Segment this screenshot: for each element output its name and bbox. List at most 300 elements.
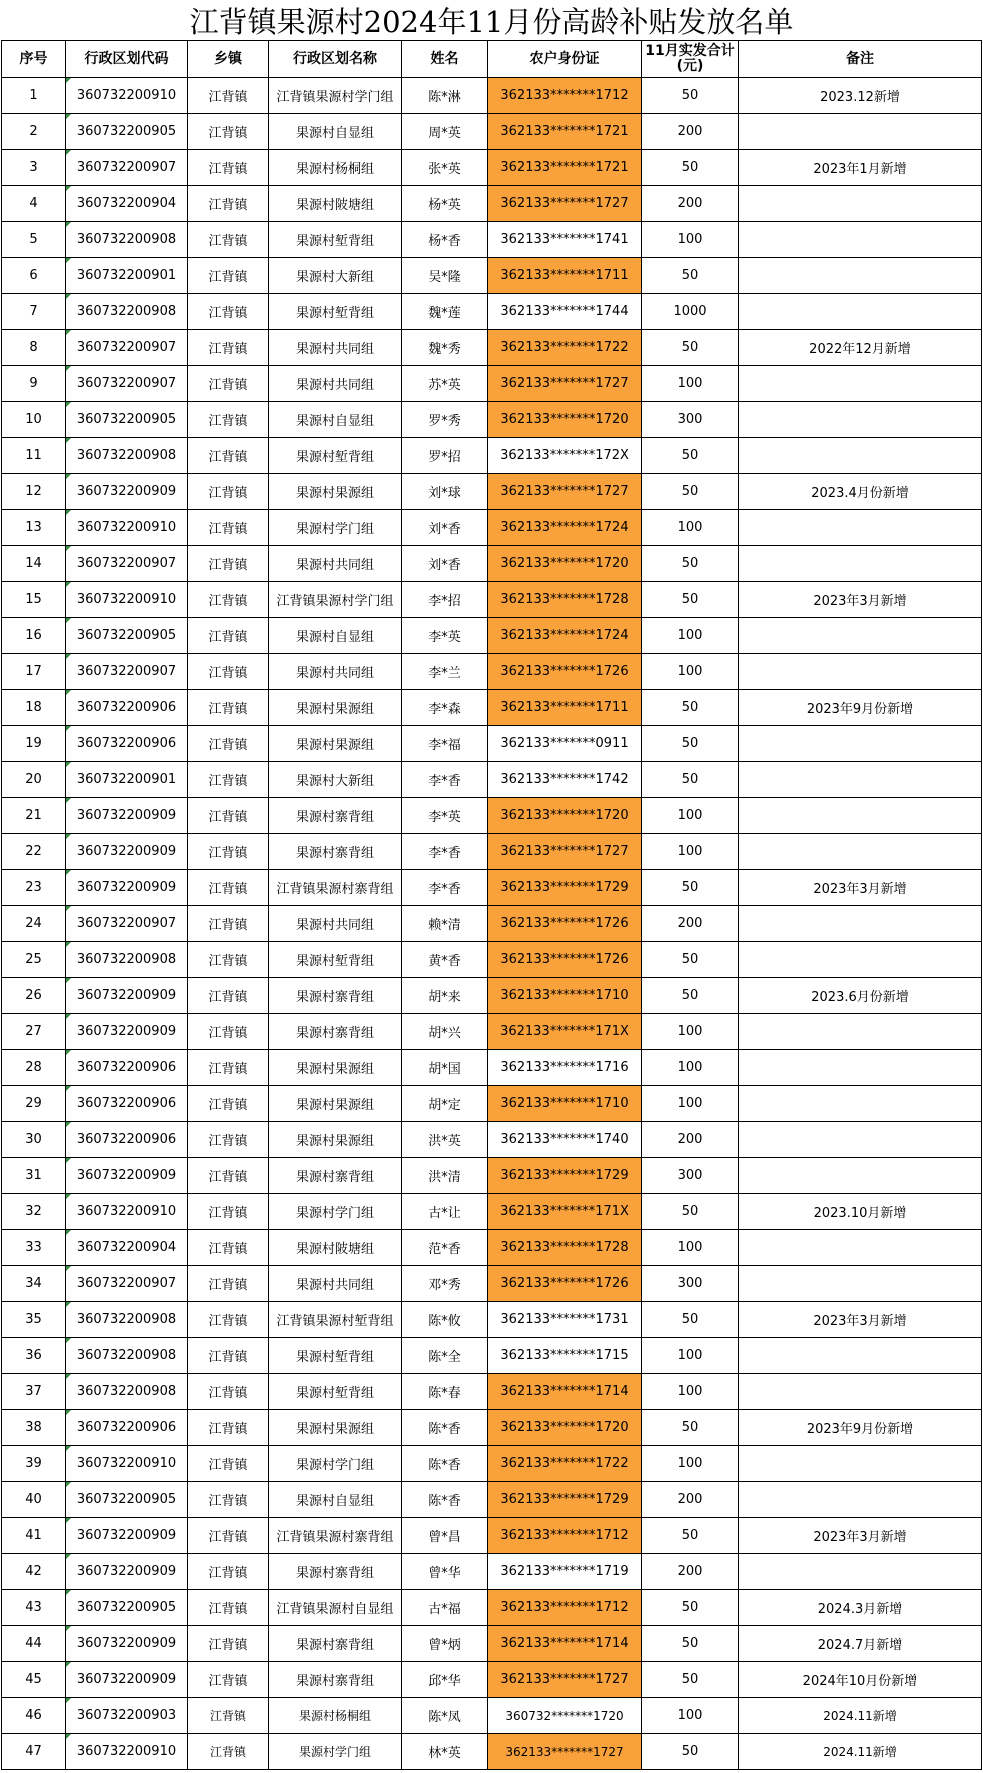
cell-id-card: 362133*******1710 (488, 1086, 642, 1122)
cell-id-card: 362133*******1727 (488, 834, 642, 870)
cell-note (739, 294, 982, 330)
cell-name: 李*福 (402, 726, 488, 762)
cell-id-card: 362133*******1744 (488, 294, 642, 330)
cell-town: 江背镇 (188, 1338, 269, 1374)
cell-index: 36 (2, 1338, 66, 1374)
cell-id-card: 362133*******1720 (488, 546, 642, 582)
table-row (2, 1482, 982, 1518)
cell-admin-code: 360732200910 (66, 1194, 188, 1230)
cell-admin-name: 果源村果源组 (269, 1086, 402, 1122)
cell-index: 37 (2, 1374, 66, 1410)
cell-amount: 50 (642, 726, 739, 762)
cell-name: 胡*来 (402, 978, 488, 1014)
cell-index: 21 (2, 798, 66, 834)
cell-id-card: 362133*******1727 (488, 186, 642, 222)
cell-amount: 100 (642, 798, 739, 834)
cell-admin-name: 江背镇果源村寨背组 (269, 1518, 402, 1554)
cell-index: 15 (2, 582, 66, 618)
cell-admin-name: 果源村寨背组 (269, 834, 402, 870)
cell-amount: 100 (642, 618, 739, 654)
cell-town: 江背镇 (188, 1230, 269, 1266)
cell-admin-name: 果源村杨桐组 (269, 150, 402, 186)
cell-name: 苏*英 (402, 366, 488, 402)
cell-note: 2024.7月新增 (739, 1626, 982, 1662)
cell-admin-name: 果源村果源组 (269, 474, 402, 510)
table-row (2, 1626, 982, 1662)
cell-admin-code: 360732200907 (66, 330, 188, 366)
cell-amount: 200 (642, 1554, 739, 1590)
cell-name: 周*英 (402, 114, 488, 150)
cell-admin-code: 360732200905 (66, 1482, 188, 1518)
cell-admin-name: 果源村寨背组 (269, 1626, 402, 1662)
cell-amount: 50 (642, 1518, 739, 1554)
cell-amount: 100 (642, 834, 739, 870)
cell-amount: 50 (642, 1662, 739, 1698)
cell-note (739, 1230, 982, 1266)
header-id-card: 农户身份证 (488, 41, 642, 78)
cell-admin-name: 果源村大新组 (269, 762, 402, 798)
table-row (2, 1338, 982, 1374)
cell-id-card: 362133*******1722 (488, 330, 642, 366)
header-row (2, 41, 982, 78)
cell-town: 江背镇 (188, 1590, 269, 1626)
cell-name: 古*福 (402, 1590, 488, 1626)
cell-town: 江背镇 (188, 1014, 269, 1050)
cell-town: 江背镇 (188, 1410, 269, 1446)
cell-note (739, 1122, 982, 1158)
cell-index: 18 (2, 690, 66, 726)
cell-amount: 50 (642, 870, 739, 906)
cell-town: 江背镇 (188, 438, 269, 474)
cell-name: 曾*昌 (402, 1518, 488, 1554)
cell-note: 2023年3月新增 (739, 1518, 982, 1554)
cell-note: 2024.11新增 (739, 1734, 982, 1770)
cell-admin-name: 果源村共同组 (269, 366, 402, 402)
table-row (2, 1446, 982, 1482)
cell-admin-code: 360732200906 (66, 1050, 188, 1086)
table-row (2, 906, 982, 942)
cell-admin-code: 360732200909 (66, 798, 188, 834)
cell-amount: 50 (642, 258, 739, 294)
cell-amount: 50 (642, 978, 739, 1014)
cell-admin-code: 360732200908 (66, 294, 188, 330)
cell-name: 赖*清 (402, 906, 488, 942)
cell-id-card: 362133*******1716 (488, 1050, 642, 1086)
table-row (2, 546, 982, 582)
cell-amount: 50 (642, 582, 739, 618)
cell-admin-name: 江背镇果源村寨背组 (269, 870, 402, 906)
cell-admin-code: 360732200905 (66, 402, 188, 438)
cell-index: 26 (2, 978, 66, 1014)
cell-admin-code: 360732200908 (66, 1374, 188, 1410)
cell-amount: 50 (642, 762, 739, 798)
cell-town: 江背镇 (188, 114, 269, 150)
header-admin-code: 行政区划代码 (66, 41, 188, 78)
cell-id-card: 362133*******1712 (488, 1518, 642, 1554)
cell-amount: 1000 (642, 294, 739, 330)
cell-id-card: 362133*******1726 (488, 942, 642, 978)
cell-admin-name: 果源村共同组 (269, 654, 402, 690)
cell-admin-name: 果源村堑背组 (269, 294, 402, 330)
cell-town: 江背镇 (188, 474, 269, 510)
cell-note (739, 546, 982, 582)
cell-id-card: 362133*******0911 (488, 726, 642, 762)
cell-id-card: 362133*******171X (488, 1194, 642, 1230)
cell-admin-code: 360732200907 (66, 1266, 188, 1302)
cell-name: 林*英 (402, 1734, 488, 1770)
cell-id-card: 362133*******1741 (488, 222, 642, 258)
table-row (2, 474, 982, 510)
cell-index: 1 (2, 78, 66, 114)
cell-amount: 50 (642, 438, 739, 474)
cell-id-card: 362133*******1711 (488, 690, 642, 726)
cell-admin-name: 果源村果源组 (269, 1122, 402, 1158)
cell-note: 2023年3月新增 (739, 1302, 982, 1338)
cell-note: 2023.12新增 (739, 78, 982, 114)
cell-id-card: 362133*******1729 (488, 1158, 642, 1194)
cell-note: 2023年9月份新增 (739, 1410, 982, 1446)
cell-amount: 50 (642, 1590, 739, 1626)
cell-admin-code: 360732200910 (66, 1446, 188, 1482)
cell-note (739, 366, 982, 402)
cell-id-card: 362133*******1722 (488, 1446, 642, 1482)
cell-amount: 100 (642, 1050, 739, 1086)
cell-id-card: 362133*******1721 (488, 114, 642, 150)
table-row (2, 1302, 982, 1338)
cell-admin-name: 果源村寨背组 (269, 1158, 402, 1194)
cell-town: 江背镇 (188, 654, 269, 690)
cell-town: 江背镇 (188, 690, 269, 726)
table-row (2, 1050, 982, 1086)
cell-admin-name: 果源村果源组 (269, 1410, 402, 1446)
cell-name: 魏*秀 (402, 330, 488, 366)
cell-index: 8 (2, 330, 66, 366)
table-row (2, 222, 982, 258)
cell-index: 31 (2, 1158, 66, 1194)
cell-index: 38 (2, 1410, 66, 1446)
cell-note (739, 222, 982, 258)
cell-note: 2023年3月新增 (739, 870, 982, 906)
cell-name: 陈*凤 (402, 1698, 488, 1734)
cell-id-card: 362133*******1729 (488, 1482, 642, 1518)
cell-admin-code: 360732200909 (66, 1662, 188, 1698)
cell-town: 江背镇 (188, 1482, 269, 1518)
subsidy-table (1, 40, 982, 1770)
cell-note (739, 1158, 982, 1194)
table-row (2, 150, 982, 186)
table-row (2, 1230, 982, 1266)
cell-index: 7 (2, 294, 66, 330)
cell-admin-name: 果源村共同组 (269, 906, 402, 942)
cell-admin-code: 360732200901 (66, 762, 188, 798)
cell-amount: 50 (642, 330, 739, 366)
cell-town: 江背镇 (188, 366, 269, 402)
cell-name: 陈*香 (402, 1482, 488, 1518)
table-body (2, 78, 982, 1770)
cell-note: 2023年9月份新增 (739, 690, 982, 726)
cell-admin-name: 果源村堑背组 (269, 1374, 402, 1410)
cell-town: 江背镇 (188, 1302, 269, 1338)
cell-town: 江背镇 (188, 942, 269, 978)
cell-admin-code: 360732200906 (66, 1410, 188, 1446)
cell-id-card: 362133*******1711 (488, 258, 642, 294)
cell-amount: 50 (642, 1194, 739, 1230)
table-row (2, 1086, 982, 1122)
cell-amount: 50 (642, 1626, 739, 1662)
cell-name: 邓*秀 (402, 1266, 488, 1302)
table-row (2, 582, 982, 618)
cell-id-card: 362133*******1710 (488, 978, 642, 1014)
cell-id-card: 362133*******1724 (488, 618, 642, 654)
cell-index: 44 (2, 1626, 66, 1662)
cell-admin-name: 果源村寨背组 (269, 1014, 402, 1050)
cell-name: 洪*英 (402, 1122, 488, 1158)
cell-town: 江背镇 (188, 1374, 269, 1410)
table-row (2, 1590, 982, 1626)
cell-admin-code: 360732200905 (66, 618, 188, 654)
table-row (2, 978, 982, 1014)
cell-amount: 100 (642, 1374, 739, 1410)
cell-id-card: 362133*******1726 (488, 1266, 642, 1302)
cell-index: 39 (2, 1446, 66, 1482)
table-row (2, 1410, 982, 1446)
cell-admin-name: 果源村共同组 (269, 546, 402, 582)
cell-index: 33 (2, 1230, 66, 1266)
cell-id-card: 362133*******1727 (488, 366, 642, 402)
cell-id-card: 362133*******1726 (488, 654, 642, 690)
cell-note (739, 906, 982, 942)
cell-note (739, 834, 982, 870)
cell-note (739, 654, 982, 690)
table-row (2, 402, 982, 438)
cell-admin-code: 360732200909 (66, 1554, 188, 1590)
cell-index: 16 (2, 618, 66, 654)
cell-id-card: 362133*******1721 (488, 150, 642, 186)
cell-admin-name: 果源村陂塘组 (269, 186, 402, 222)
cell-town: 江背镇 (188, 1158, 269, 1194)
cell-index: 46 (2, 1698, 66, 1734)
cell-name: 李*兰 (402, 654, 488, 690)
cell-admin-name: 江背镇果源村自显组 (269, 1590, 402, 1626)
cell-amount: 200 (642, 1482, 739, 1518)
cell-id-card: 362133*******1724 (488, 510, 642, 546)
cell-town: 江背镇 (188, 222, 269, 258)
cell-index: 19 (2, 726, 66, 762)
table-row (2, 294, 982, 330)
cell-index: 20 (2, 762, 66, 798)
cell-id-card: 362133*******1728 (488, 582, 642, 618)
cell-amount: 100 (642, 1014, 739, 1050)
cell-admin-name: 果源村自显组 (269, 402, 402, 438)
cell-name: 刘*球 (402, 474, 488, 510)
cell-town: 江背镇 (188, 294, 269, 330)
cell-amount: 200 (642, 906, 739, 942)
cell-id-card: 362133*******1714 (488, 1374, 642, 1410)
cell-admin-name: 果源村学门组 (269, 1194, 402, 1230)
cell-admin-code: 360732200904 (66, 1230, 188, 1266)
cell-index: 9 (2, 366, 66, 402)
cell-town: 江背镇 (188, 546, 269, 582)
cell-note (739, 1086, 982, 1122)
cell-admin-code: 360732200906 (66, 1122, 188, 1158)
cell-note (739, 798, 982, 834)
cell-name: 胡*兴 (402, 1014, 488, 1050)
cell-admin-code: 360732200906 (66, 726, 188, 762)
cell-town: 江背镇 (188, 1518, 269, 1554)
table-row (2, 258, 982, 294)
cell-amount: 50 (642, 78, 739, 114)
cell-amount: 50 (642, 150, 739, 186)
cell-admin-name: 果源村堑背组 (269, 222, 402, 258)
cell-admin-name: 江背镇果源村堑背组 (269, 1302, 402, 1338)
table-row (2, 510, 982, 546)
cell-name: 刘*香 (402, 510, 488, 546)
cell-note (739, 258, 982, 294)
cell-name: 陈*全 (402, 1338, 488, 1374)
table-row (2, 1014, 982, 1050)
cell-admin-name: 江背镇果源村学门组 (269, 78, 402, 114)
cell-amount: 100 (642, 1230, 739, 1266)
cell-town: 江背镇 (188, 1554, 269, 1590)
cell-admin-code: 360732200910 (66, 582, 188, 618)
cell-name: 李*英 (402, 618, 488, 654)
cell-name: 洪*清 (402, 1158, 488, 1194)
cell-admin-name: 果源村共同组 (269, 330, 402, 366)
cell-index: 24 (2, 906, 66, 942)
cell-amount: 50 (642, 1734, 739, 1770)
table-row (2, 1266, 982, 1302)
cell-name: 范*香 (402, 1230, 488, 1266)
cell-index: 28 (2, 1050, 66, 1086)
cell-index: 4 (2, 186, 66, 222)
cell-note (739, 942, 982, 978)
table-row (2, 1374, 982, 1410)
cell-admin-code: 360732200910 (66, 510, 188, 546)
cell-admin-name: 果源村杨桐组 (269, 1698, 402, 1734)
cell-index: 6 (2, 258, 66, 294)
table-row (2, 1554, 982, 1590)
table-row (2, 1518, 982, 1554)
header-amount: 11月实发合计(元) (642, 41, 739, 78)
cell-amount: 50 (642, 942, 739, 978)
cell-town: 江背镇 (188, 618, 269, 654)
cell-town: 江背镇 (188, 186, 269, 222)
cell-index: 10 (2, 402, 66, 438)
cell-admin-code: 360732200909 (66, 1626, 188, 1662)
cell-name: 曾*华 (402, 1554, 488, 1590)
cell-name: 李*招 (402, 582, 488, 618)
cell-id-card: 362133*******1731 (488, 1302, 642, 1338)
cell-town: 江背镇 (188, 1194, 269, 1230)
cell-name: 杨*香 (402, 222, 488, 258)
cell-id-card: 362133*******1729 (488, 870, 642, 906)
cell-note (739, 1338, 982, 1374)
cell-index: 42 (2, 1554, 66, 1590)
cell-note (739, 726, 982, 762)
cell-town: 江背镇 (188, 78, 269, 114)
cell-note (739, 402, 982, 438)
cell-index: 45 (2, 1662, 66, 1698)
table-row (2, 690, 982, 726)
cell-name: 古*让 (402, 1194, 488, 1230)
header-index: 序号 (2, 41, 66, 78)
cell-admin-code: 360732200909 (66, 870, 188, 906)
cell-admin-name: 果源村共同组 (269, 1266, 402, 1302)
cell-name: 罗*招 (402, 438, 488, 474)
cell-amount: 200 (642, 114, 739, 150)
cell-id-card: 362133*******1726 (488, 906, 642, 942)
cell-index: 34 (2, 1266, 66, 1302)
cell-name: 李*森 (402, 690, 488, 726)
cell-note (739, 1050, 982, 1086)
table-row (2, 870, 982, 906)
table-row (2, 834, 982, 870)
cell-note (739, 114, 982, 150)
cell-note: 2024年10月份新增 (739, 1662, 982, 1698)
cell-admin-code: 360732200906 (66, 690, 188, 726)
cell-amount: 300 (642, 1158, 739, 1194)
cell-amount: 100 (642, 510, 739, 546)
cell-id-card: 362133*******1727 (488, 1662, 642, 1698)
cell-admin-code: 360732200909 (66, 1014, 188, 1050)
cell-note (739, 1014, 982, 1050)
cell-amount: 300 (642, 402, 739, 438)
cell-name: 张*英 (402, 150, 488, 186)
cell-index: 35 (2, 1302, 66, 1338)
cell-admin-code: 360732200909 (66, 1518, 188, 1554)
cell-name: 陈*春 (402, 1374, 488, 1410)
table-row (2, 1122, 982, 1158)
cell-town: 江背镇 (188, 402, 269, 438)
cell-index: 47 (2, 1734, 66, 1770)
cell-admin-code: 360732200904 (66, 186, 188, 222)
cell-admin-code: 360732200910 (66, 78, 188, 114)
cell-id-card: 362133*******1715 (488, 1338, 642, 1374)
cell-town: 江背镇 (188, 1122, 269, 1158)
cell-note: 2022年12月新增 (739, 330, 982, 366)
cell-amount: 100 (642, 1446, 739, 1482)
cell-index: 17 (2, 654, 66, 690)
cell-admin-name: 果源村学门组 (269, 510, 402, 546)
cell-admin-code: 360732200908 (66, 222, 188, 258)
cell-name: 罗*秀 (402, 402, 488, 438)
header-note: 备注 (739, 41, 982, 78)
cell-town: 江背镇 (188, 1050, 269, 1086)
cell-name: 李*香 (402, 834, 488, 870)
cell-name: 杨*英 (402, 186, 488, 222)
cell-town: 江背镇 (188, 870, 269, 906)
cell-name: 李*香 (402, 870, 488, 906)
cell-id-card: 362133*******1727 (488, 474, 642, 510)
header-town: 乡镇 (188, 41, 269, 78)
table-row (2, 762, 982, 798)
cell-admin-name: 果源村堑背组 (269, 942, 402, 978)
cell-index: 30 (2, 1122, 66, 1158)
table-row (2, 330, 982, 366)
cell-admin-name: 果源村寨背组 (269, 1662, 402, 1698)
cell-town: 江背镇 (188, 582, 269, 618)
cell-note: 2023年3月新增 (739, 582, 982, 618)
cell-admin-name: 果源村陂塘组 (269, 1230, 402, 1266)
cell-index: 32 (2, 1194, 66, 1230)
cell-admin-code: 360732200906 (66, 1086, 188, 1122)
cell-town: 江背镇 (188, 1626, 269, 1662)
table-row (2, 942, 982, 978)
cell-index: 41 (2, 1518, 66, 1554)
cell-name: 陈*攸 (402, 1302, 488, 1338)
cell-name: 邱*华 (402, 1662, 488, 1698)
cell-admin-name: 果源村堑背组 (269, 1338, 402, 1374)
